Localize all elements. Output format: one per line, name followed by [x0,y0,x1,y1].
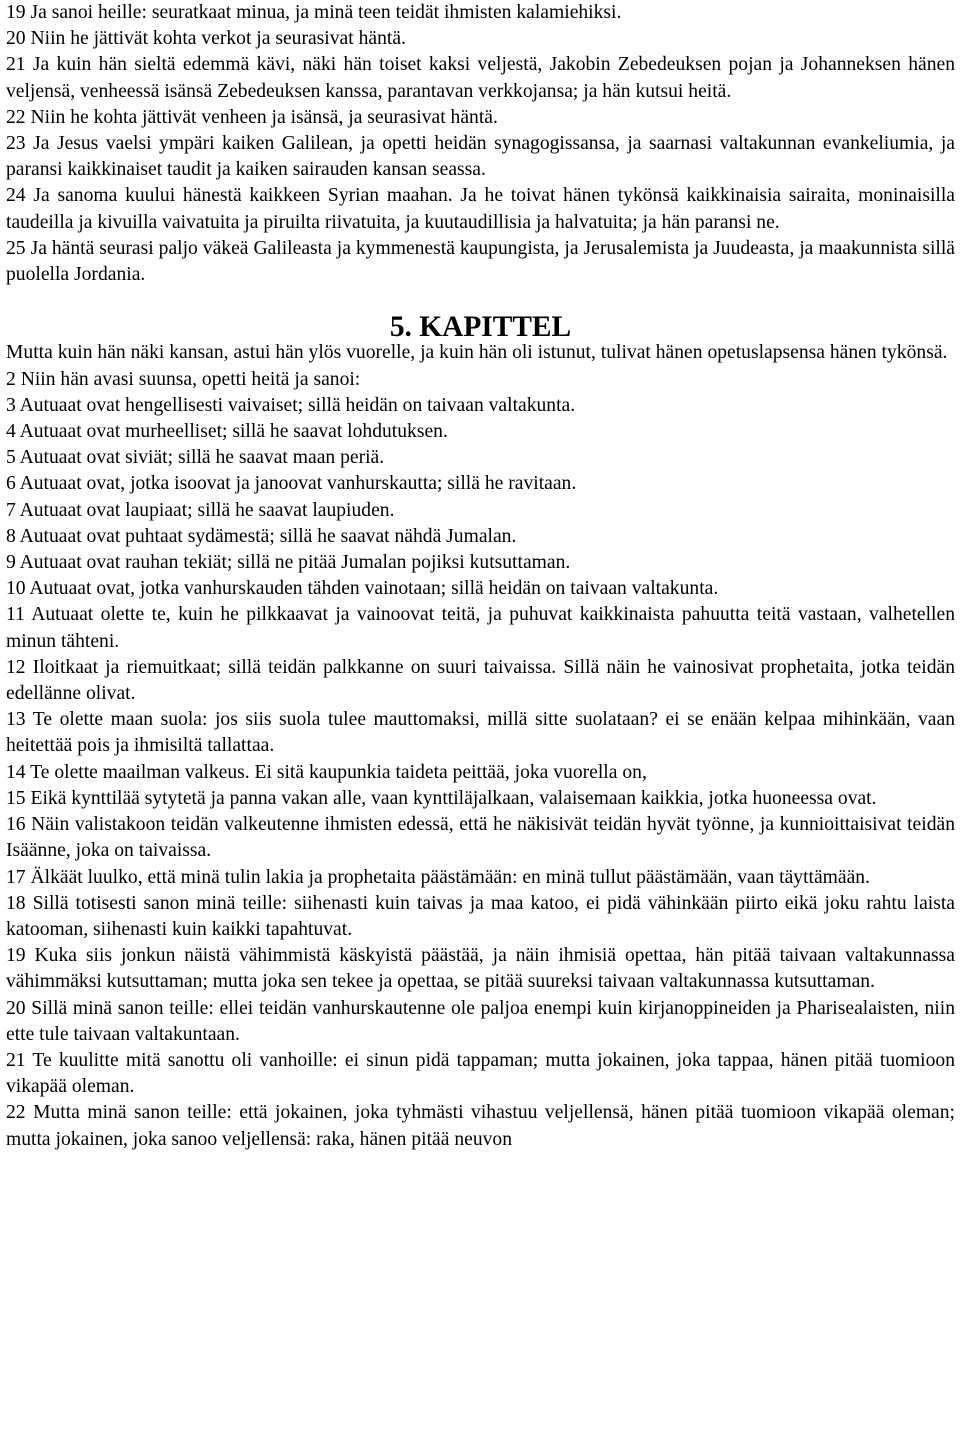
verse: 7 Autuaat ovat laupiaat; sillä he saavat laupiuden. [6,499,395,521]
verse: 2 Niin hän avasi suunsa, opetti heitä ja sanoi: [6,368,361,390]
verse: 9 Autuaat ovat rauhan tekiät; sillä ne pitää Jumalan pojiksi kutsuttaman. [6,552,571,574]
verse: 21 Te kuulitte mitä sanottu oli vanhoille: ei sinun pidä tappaman; mutta jokainen, joka tappaa, hänen pitää tuomioon vikapää oleman. [6,1049,955,1098]
verse: 11 Autuaat olette te, kuin he pilkkaavat ja vainoovat teitä, ja puhuvat kaikkinaista pahuutta teitä vastaan, valhetellen minun tähteni. [6,604,955,652]
verse: 12 Iloitkaat ja riemuitkaat; sillä teidän palkkanne on suuri taivaissa. Sillä näin he vainosivat prophetaita, jotka teidän edellänne olivat. [6,656,955,705]
verse: 22 Mutta minä sanon teille: että jokainen, joka tyhmästi vihastuu veljellensä, hänen pitää tuomioon vikapää oleman; mutta jokainen, joka sanoo veljellensä: raka, hänen pitää neuvon [6,1102,955,1150]
verse: 24 Ja sanoma kuului hänestä kaikkeen Syrian maahan. Ja he toivat hänen tykönsä kaikkinaisia sairaita, moninaisilla taudeilla ja kivuilla vaivatuita ja piruilta riivatuita, ja kuutaudillisia ja halvatuita; ja hän paransi ne. [6,185,955,233]
verse: 19 Ja sanoi heille: seuratkaat minua, ja minä teen teidät ihmisten kalamiehiksi. [6,2,622,23]
verse: 20 Niin he jättivät kohta verkot ja seurasivat häntä. [6,28,406,50]
verse: 21 Ja kuin hän sieltä edemmä kävi, näki hän toiset kaksi veljestä, Jakobin Zebedeuksen pojan ja Johanneksen hänen veljensä, venheessä isänsä Zebedeuksen kanssa, parantavan verkkojansa; ja hän kutsui heitä. [6,54,955,102]
chapter-5-section [6,340,955,1152]
verse: 25 Ja häntä seurasi paljo väkeä Galileasta ja kymmenestä kaupungista, ja Jerusalemista ja Juudeasta, ja maakunnista sillä puolella Jordania. [6,237,955,286]
verse: 16 Näin valistakoon teidän valkeutenne ihmisten edessä, että he näkisivät teidän hyvät työnne, ja kunnioittaisivat teidän Isäänne, joka on taivaissa. [6,814,955,862]
verse: Mutta kuin hän näki kansan, astui hän ylös vuorelle, ja kuin hän oli istunut, tulivat hänen opetuslapsensa hänen tykönsä. [6,342,948,364]
verse: 13 Te olette maan suola: jos siis suola tulee mauttomaksi, millä sitte suolataan? ei se enään kelpaa mihinkään, vaan heitettää pois ja ihmisiltä tallattaa. [6,709,955,757]
verse: 23 Ja Jesus vaelsi ympäri kaiken Galilean, ja opetti heidän synagogissansa, ja saarnasi valtakunnan evankeliumia, ja paransi kaikkinaiset taudit ja kaiken sairauden kansan seassa. [6,133,955,181]
verse: 14 Te olette maailman valkeus. Ei sitä kaupunkia taideta peittää, joka vuorella on, [6,761,647,783]
chapter-4-section [6,0,955,288]
verse: 8 Autuaat ovat puhtaat sydämestä; sillä he saavat nähdä Jumalan. [6,525,517,547]
verse: 3 Autuaat ovat hengellisesti vaivaiset; sillä heidän on taivaan valtakunta. [6,394,576,416]
verse: 17 Älkäät luulko, että minä tulin lakia ja prophetaita päästämään: en minä tullut päästämään, vaan täyttämään. [6,866,871,888]
verse: 4 Autuaat ovat murheelliset; sillä he saavat lohdutuksen. [6,421,448,443]
verse: 6 Autuaat ovat, jotka isoovat ja janoovat vanhurskautta; sillä he ravitaan. [6,473,577,495]
chapter-heading: 5. KAPITTEL [389,311,572,344]
verse: 5 Autuaat ovat siviät; sillä he saavat maan periä. [6,447,385,469]
verse: 22 Niin he kohta jättivät venheen ja isänsä, ja seurasivat häntä. [6,106,498,128]
verse: 10 Autuaat ovat, jotka vanhurskauden tähden vainotaan; sillä heidän on taivaan valtakunta. [6,578,719,600]
document-page [6,0,955,1153]
verse: 18 Sillä totisesti sanon minä teille: siihenasti kuin taivas ja maa katoo, ei pidä vähinkään piirto eikä joku rahtu laista katooman, siihenasti kuin kaikki tapahtuvat. [6,892,955,940]
verse: 15 Eikä kynttilää sytytetä ja panna vakan alle, vaan kynttiläjalkaan, valaisemaan kaikkia, jotka huoneessa ovat. [6,787,877,809]
verse: 20 Sillä minä sanon teille: ellei teidän vanhurskautenne ole paljoa enempi kuin kirjanoppineiden ja Pharisealaisten, niin ette tule taivaan valtakuntaan. [6,997,955,1045]
verse: 19 Kuka siis jonkun näistä vähimmistä käskyistä päästää, ja näin ihmisiä opettaa, hän pitää taivaan valtakunnassa vähimmäksi kutsuttaman; mutta joka sen tekee ja opettaa, se pitää suureksi taivaan valtakunnassa kutsuttaman. [6,945,955,993]
